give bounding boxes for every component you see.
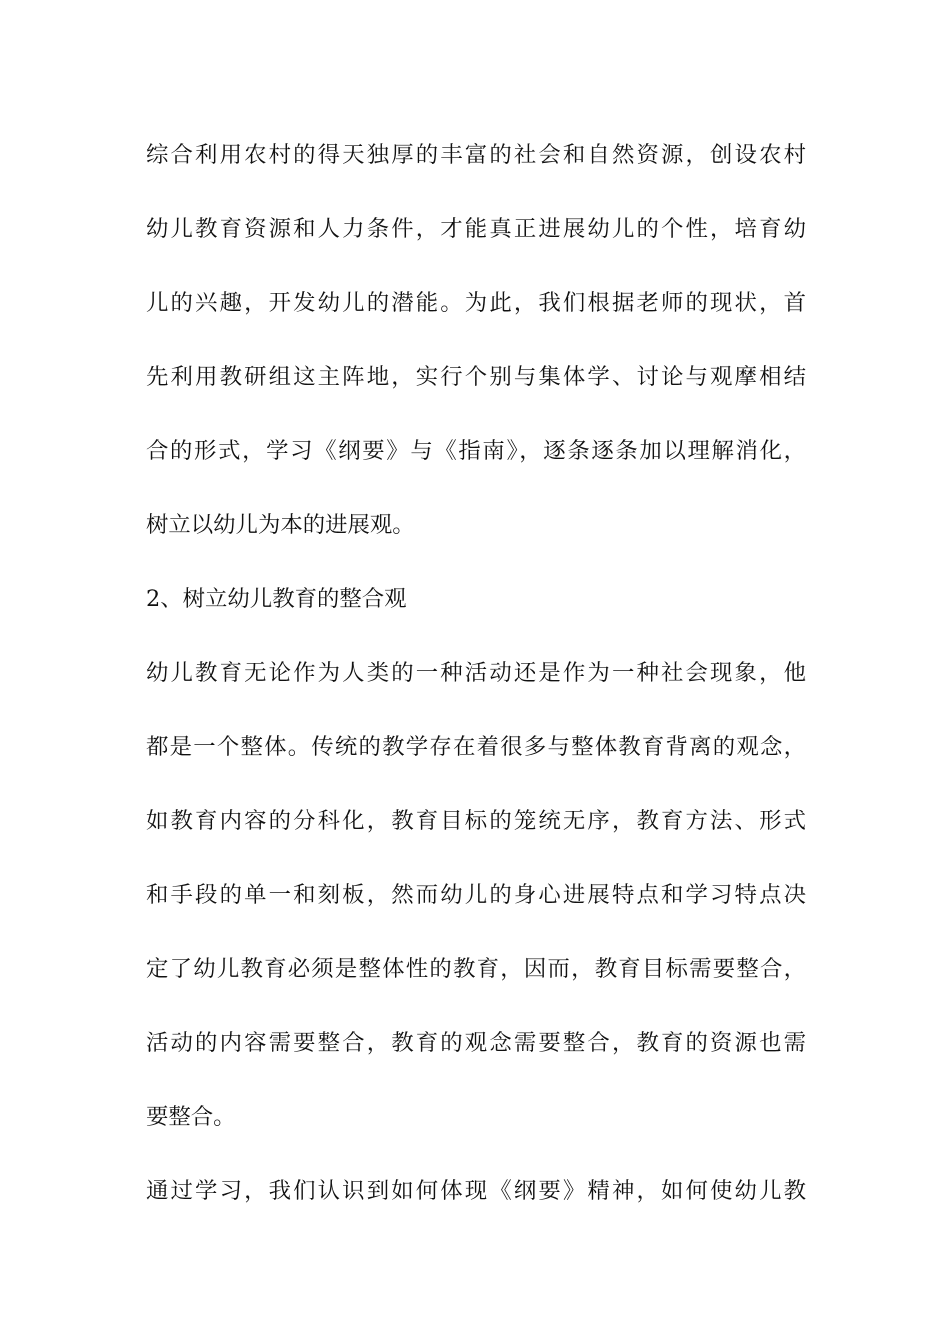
paragraph-line: 先利用教研组这主阵地，实行个别与集体学、讨论与观摩相结 <box>146 364 806 390</box>
paragraph-line: 树立以幼儿为本的进展观。 <box>146 512 415 538</box>
paragraph-line: 都是一个整体。传统的教学存在着很多与整体教育背离的观念， <box>146 734 806 760</box>
section-heading: 2、树立幼儿教育的整合观 <box>146 586 407 612</box>
paragraph-line: 活动的内容需要整合，教育的观念需要整合，教育的资源也需 <box>146 1030 806 1056</box>
paragraph-line: 定了幼儿教育必须是整体性的教育，因而，教育目标需要整合， <box>146 956 806 982</box>
paragraph-line: 幼儿教育资源和人力条件，才能真正进展幼儿的个性，培育幼 <box>146 216 806 242</box>
paragraph-line: 要整合。 <box>146 1104 236 1130</box>
paragraph-line: 如教育内容的分科化，教育目标的笼统无序，教育方法、形式 <box>146 808 806 834</box>
paragraph-line: 合的形式，学习《纲要》与《指南》，逐条逐条加以理解消化， <box>146 438 806 464</box>
paragraph-line: 和手段的单一和刻板，然而幼儿的身心进展特点和学习特点决 <box>146 882 806 908</box>
paragraph-line: 综合利用农村的得天独厚的丰富的社会和自然资源，创设农村 <box>146 142 806 168</box>
paragraph-line: 幼儿教育无论作为人类的一种活动还是作为一种社会现象，他 <box>146 660 806 686</box>
paragraph-line: 儿的兴趣，开发幼儿的潜能。为此，我们根据老师的现状，首 <box>146 290 806 316</box>
paragraph-line: 通过学习，我们认识到如何体现《纲要》精神，如何使幼儿教 <box>146 1178 806 1204</box>
